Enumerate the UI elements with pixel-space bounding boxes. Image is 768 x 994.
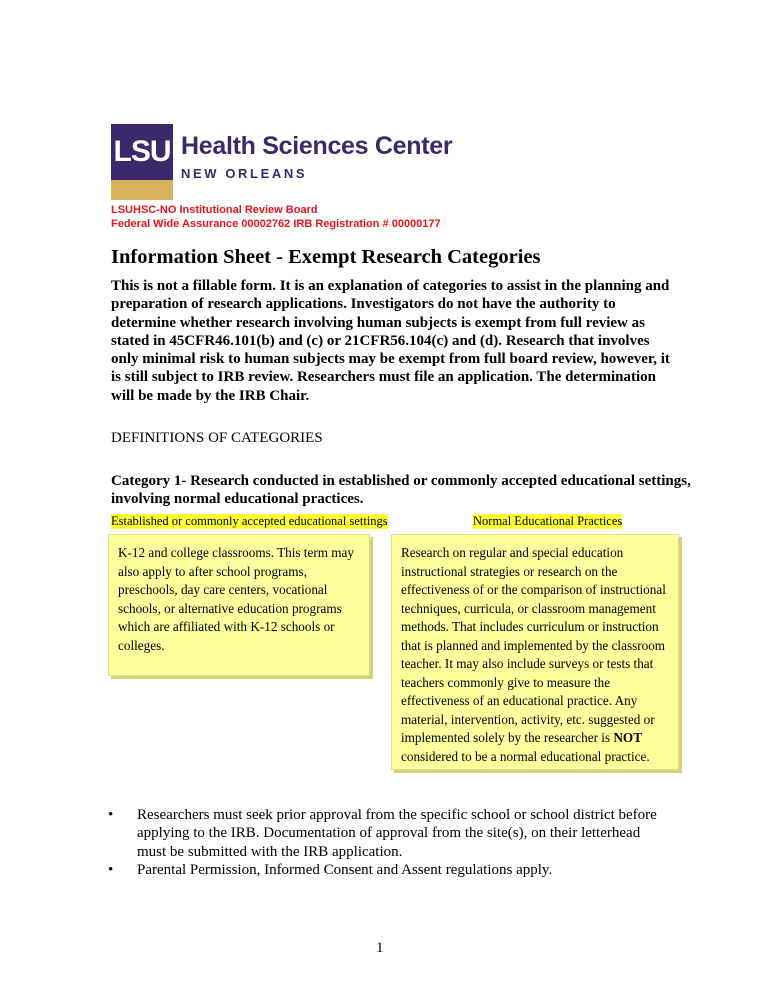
logo-subtitle: NEW ORLEANS bbox=[181, 166, 308, 181]
definitions-heading: DEFINITIONS OF CATEGORIES bbox=[111, 430, 323, 446]
list-item bbox=[108, 861, 668, 879]
list-item-text: Parental Permission, Informed Consent and Assent regulations apply. bbox=[137, 861, 553, 878]
page-title: Information Sheet - Exempt Research Categories bbox=[111, 246, 541, 268]
list-item bbox=[108, 806, 668, 861]
bullet-icon: • bbox=[108, 861, 114, 878]
logo-gold-bar bbox=[111, 180, 173, 200]
settings-label: Established or commonly accepted educational settings bbox=[111, 514, 388, 528]
bullet-icon: • bbox=[108, 807, 114, 823]
practices-text-part2: considered to be a normal educational practice. bbox=[401, 748, 650, 764]
practices-text-emphasis: NOT bbox=[613, 730, 642, 745]
logo-title: Health Sciences Center bbox=[181, 132, 453, 160]
logo-mark: LSU bbox=[111, 124, 173, 180]
requirements-list bbox=[108, 806, 668, 879]
page-number: 1 bbox=[376, 940, 384, 956]
irb-name: LSUHSC-NO Institutional Review Board bbox=[111, 204, 318, 216]
practices-text-part1: Research on regular and special education instructional strategies or research on the effectiveness of or the comparison of instructional techniques, curricula, or classroom management methods. That includes curriculum or instruction that is planned and implemented by the classroom teacher. It may also include surveys or tests that teachers commonly give to measure the effectiveness of an educational practice. Any material, intervention, activity, etc. suggested or implemented solely by the researcher is bbox=[401, 545, 666, 745]
list-item-text: Researchers must seek prior approval from the specific school or school district before applying to the IRB. Documentation of approval from the site(s), on their letterhead must be submitted with the IRB application. bbox=[137, 807, 657, 860]
intro-paragraph: This is not a fillable form. It is an explanation of categories to assist in the planning and preparation of research applications. Investigators do not have the authority to determine whether research involving human subjects is exempt from full review as stated in 45CFR46.101(b) and (c) or 21CFR56.104(c) and (d). Research that involves only minimal risk to human subjects may be exempt from full board review, however, it is still subject to IRB review. Researchers must file an application. The determination will be made by the IRB Chair. bbox=[111, 278, 670, 404]
practices-label: Normal Educational Practices bbox=[473, 514, 623, 528]
lsu-logo bbox=[111, 124, 453, 200]
settings-definition-box: K-12 and college classrooms. This term may also apply to after school programs, preschools, day care centers, vocational schools, or alternative education programs which are affiliated with K-12 schools or colleges. bbox=[108, 534, 370, 676]
category-1-heading: Category 1- Research conducted in established or commonly accepted educational settings, involving normal educational practices. bbox=[111, 473, 691, 508]
assurance-line: Federal Wide Assurance 00002762 IRB Registration # 00000177 bbox=[111, 218, 441, 230]
practices-definition-box bbox=[391, 534, 679, 770]
